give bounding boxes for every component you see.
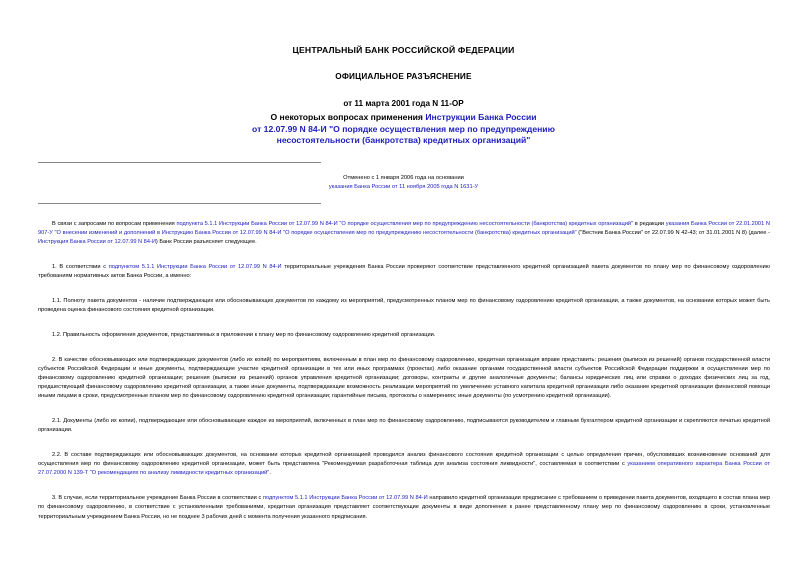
text: 1. В соответствии с — [52, 264, 109, 271]
paragraph-3 — [38, 494, 770, 522]
paragraph-2-2 — [38, 451, 770, 479]
paragraph-intro — [38, 220, 770, 248]
link-subpoint-5-1-1[interactable]: подпунктом 5.1.1 Инструкции Банка России от 12.07.99 N 84-И — [262, 495, 428, 502]
repeal-note-text: Отменено с 1 января 2006 года на основании — [343, 175, 464, 181]
text: ) Банк России разъясняет следующее. — [155, 239, 257, 246]
title-link-line2[interactable]: от 12.07.99 N 84-И "О порядке осуществления мер по предупреждению — [252, 123, 555, 134]
title-link-instruction[interactable]: Инструкции Банка России — [425, 112, 537, 122]
divider-top — [38, 162, 321, 163]
text: направило кредитной организации предписание с требованием о приведении пакета документов, входящего в состав плана мер по финансовому оздоровлению, в соответствие с установленными требованиями, кредитная организация представляет соответствующие документы в виде дополнения к ранее представленному плану мер по финансовому оздоровлению в сроки, установленные территориальным учреждением Банка России, но не позднее 3 рабочих дней с момента получения указанного предписания. — [38, 495, 770, 520]
repeal-note — [0, 174, 807, 192]
title-link-line3[interactable]: несостоятельности (банкротства) кредитных организаций" — [276, 135, 531, 145]
paragraph-1 — [38, 263, 770, 281]
title-text: О некоторых вопросах применения — [270, 112, 426, 122]
paragraph-1-2: 1.2. Правильность оформления документов, представляемых в приложении к плану мер по финансовому оздоровлению кредитной организации. — [52, 331, 436, 338]
paragraph-1-1: 1.1. Полноту пакета документов - наличие подтверждающих или обосновывающих документов по каждому из мероприятий, предусмотренных планом мер по финансовому оздоровлению кредитной организации, а также документов, на основании которых может быть проведена оценка финансового состояния кредитной организации. — [38, 298, 770, 314]
text: 2.2. В составе подтверждающих или обосновывающих документов, на основании которых кредитной организацией проводился анализ финансового состояния кредитной организации с целью определения причин, обусловивших возникновение оснований для осуществления мер по финансовому оздоровлению кредитной организации, может быть представлена "Рекомендуемая разработочная таблица для анализа состояния ликвидности", составляемая в соответствии с — [38, 452, 770, 468]
text: . — [269, 470, 271, 477]
document-body — [38, 220, 770, 537]
bank-heading: ЦЕНТРАЛЬНЫЙ БАНК РОССИЙСКОЙ ФЕДЕРАЦИИ — [292, 45, 515, 55]
link-directive-907u[interactable]: указания Банка России от 22.01.2001 N 907-У "О внесении изменений и дополнений в Инструкцию Банка России от 12.07.99 N 84-И "О порядке осуществления мер по предупреждению несостоятельности (банкротства) кредитных организаций" — [38, 221, 770, 237]
doc-type-heading: ОФИЦИАЛЬНОЕ РАЗЪЯСНЕНИЕ — [335, 72, 472, 81]
link-subpoint-5-1-1[interactable]: подпункта 5.1.1 Инструкции Банка России от 12.07.99 N 84-И "О порядке осуществления мер по предупреждению несостоятельности (банкротства) кредитных организаций" — [176, 221, 634, 227]
link-instruction-84i[interactable]: Инструкция Банка России от 12.07.99 N 84-И — [38, 239, 156, 246]
doc-title — [0, 112, 807, 147]
divider-bottom — [38, 203, 321, 204]
text: 3. В случае, если территориальное учреждение Банка России в соответствии с — [52, 495, 263, 502]
paragraph-2: 2. В качестве обосновывающих или подтверждающих документов (либо их копий) по мероприятиям, включенным в план мер по финансовому оздоровлению, кредитная организация вправе представить: решения (выписки из решений) органов государственной власти субъектов Российской Федерации и иные документы, подтверждающие участие кредитной организации в тех или иных программах (проектах) либо оказание органами государственной власти субъектов Российской Федерации поддержки в осуществлении мер по финансовому оздоровлению кредитной организации; решения (выписки из решений) органов управления кредитной организации; договоры, контракты и другие аналогичные документы; балансы юридических лиц или справки о доходах физических лиц за год, предшествующий финансовому оздоровлению кредитной организации, а также иные документы, подтверждающие возможность реализации мероприятий по увеличению уставного капитала кредитной организации либо оказание кредитной организации финансовой помощи иными лицами в сроки, предусмотренные планом мер по финансовому оздоровлению кредитной организации; гарантийные письма, протоколы о намерениях; иные документы (по усмотрению кредитной организации). — [38, 356, 770, 400]
text: территориальные учреждения Банка России проверяют соответствие представленного кредитной организацией пакета документов по плану мер по финансовому оздоровлению требованиям нормативных актов Банка России, а именно: — [38, 264, 770, 280]
doc-date: от 11 марта 2001 года N 11-ОР — [343, 99, 464, 108]
link-subpoint-5-1-1[interactable]: подпунктом 5.1.1 Инструкции Банка России от 12.07.99 N 84-И — [108, 264, 282, 271]
paragraph-2-1: 2.1. Документы (либо их копии), подтверждающие или обосновывающие каждое из мероприятий, включенных в план мер по финансовому оздоровлению, подписываются руководителем и главным бухгалтером кредитной организации и скрепляются печатью кредитной организации. — [38, 418, 770, 434]
link-directive-139t[interactable]: указанием оперативного характера Банка России от 27.07.2000 N 139-Т "О рекомендациях по анализу ликвидности кредитных организаций" — [38, 461, 770, 477]
text: В связи с запросами по вопросам применения — [52, 221, 177, 227]
text: в редакции — [633, 221, 666, 227]
text: ("Вестник Банка России" от 22.07.99 N 42-43; от 31.01.2001 N 8) (далее - — [576, 230, 770, 237]
repeal-note-link[interactable]: указания Банка России от 11 ноября 2005 года N 1631-У — [328, 184, 479, 190]
